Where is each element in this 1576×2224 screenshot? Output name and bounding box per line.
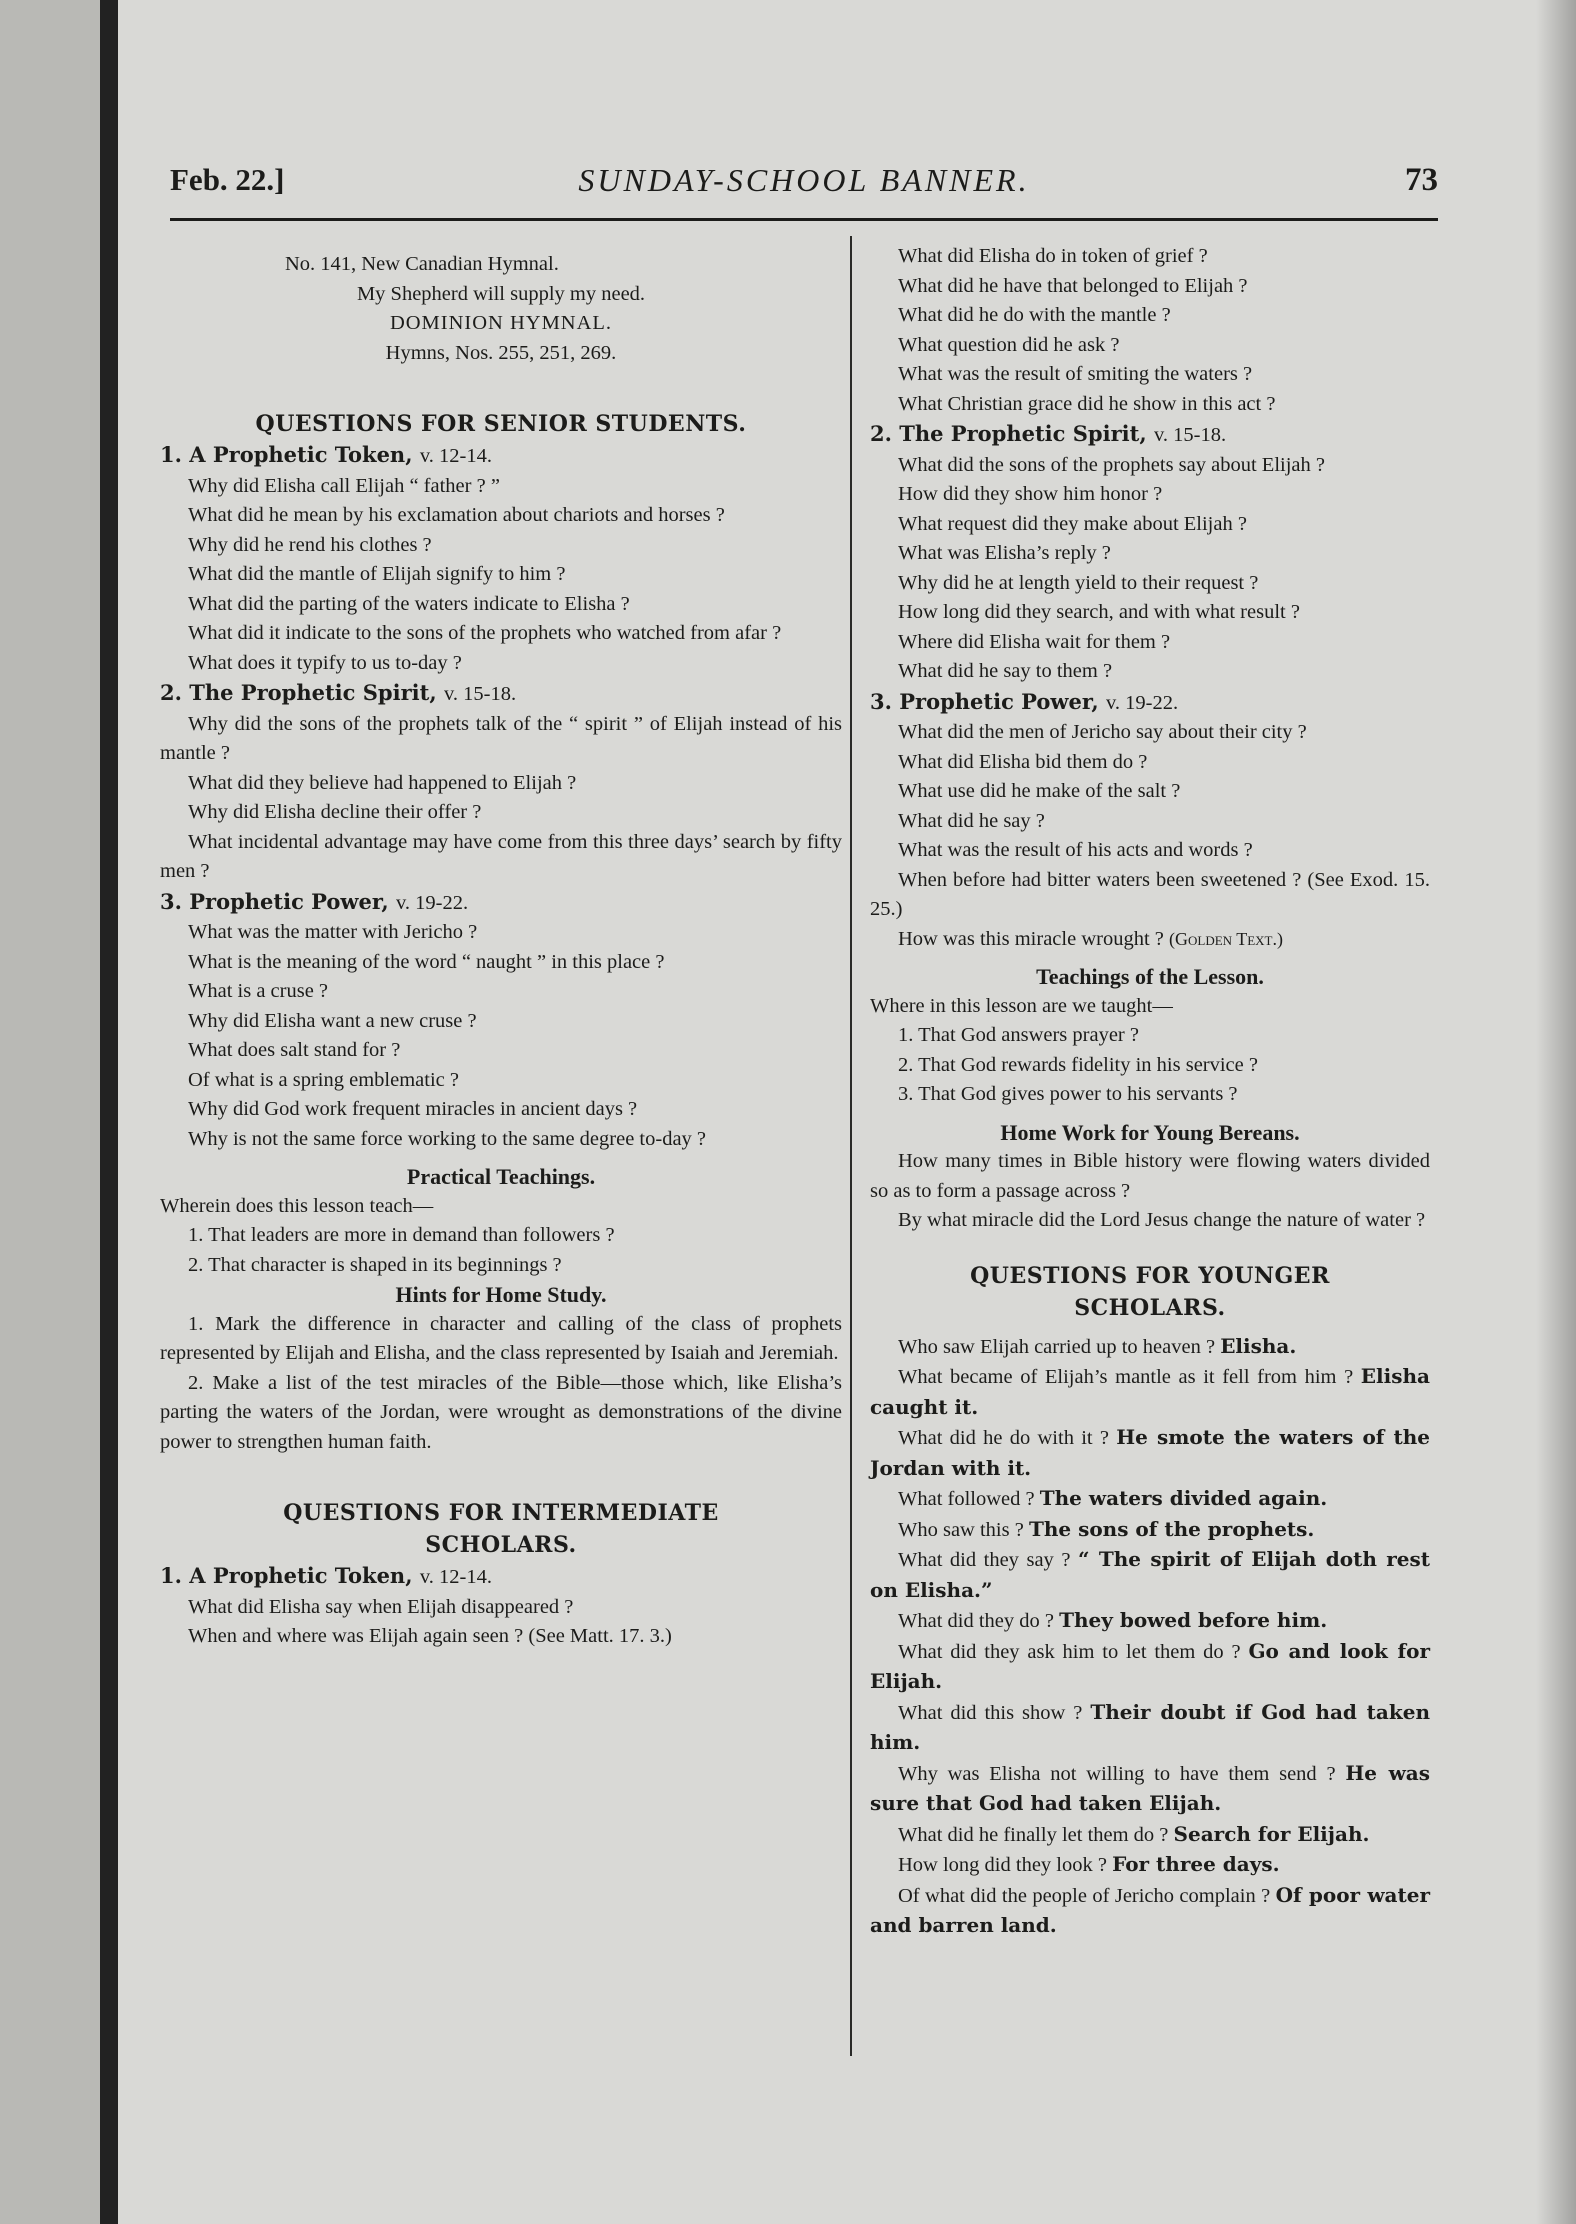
question: What does salt stand for ? bbox=[188, 1039, 401, 1061]
teachings-list bbox=[870, 1021, 1430, 1110]
question: Why did Elisha decline their offer ? bbox=[188, 801, 482, 823]
question: Why did he rend his clothes ? bbox=[188, 533, 432, 556]
homework-item: How many times in Bible history were flowing waters divided so as to form a passage across ? bbox=[870, 1150, 1430, 1202]
question: Why did he at length yield to their request ? bbox=[898, 571, 1259, 594]
question: What did he mean by his exclamation about chariots and horses ? bbox=[188, 504, 725, 526]
question: What was Elisha’s reply ? bbox=[898, 542, 1111, 564]
senior-s1-title: 1. A Prophetic Token, bbox=[160, 442, 413, 467]
question: How long did they search, and with what result ? bbox=[898, 601, 1300, 623]
question: Why did the sons of the prophets talk of the “ spirit ” of Elijah instead of his mantle ? bbox=[160, 712, 842, 764]
qa-item bbox=[870, 1545, 1430, 1606]
header-title: SUNDAY-SCHOOL BANNER. bbox=[578, 162, 1030, 198]
hints-heading: Hints for Home Study. bbox=[395, 1282, 607, 1307]
qa-question: Of what did the people of Jericho complain ? bbox=[898, 1884, 1271, 1907]
qa-answer: He was sure that God had taken Elijah. bbox=[870, 1760, 1430, 1815]
question: What request did they make about Elijah ? bbox=[898, 512, 1247, 535]
question: What use did he make of the salt ? bbox=[898, 780, 1181, 802]
qa-answer: The waters divided again. bbox=[1039, 1486, 1328, 1510]
qa-answer: Search for Elijah. bbox=[1173, 1821, 1370, 1846]
binding-gutter bbox=[100, 0, 118, 2224]
question: What did they believe had happened to Elijah ? bbox=[188, 771, 577, 794]
senior-s2-heading bbox=[160, 678, 842, 710]
inter-s2-heading bbox=[870, 419, 1430, 451]
younger-heading-2: SCHOLARS. bbox=[1074, 1294, 1226, 1321]
hints-list bbox=[160, 1310, 842, 1458]
question: What was the result of smiting the waters ? bbox=[898, 363, 1253, 385]
qa-question: What did they say ? bbox=[898, 1549, 1071, 1571]
qa-question: Who saw Elijah carried up to heaven ? bbox=[898, 1335, 1216, 1358]
question: What incidental advantage may have come from this three days’ search by fifty men ? bbox=[160, 830, 842, 882]
qa-answer: Go and look for Elijah. bbox=[870, 1638, 1430, 1693]
question: When before had bitter waters been sweetened ? (See Exod. 15. 25.) bbox=[870, 868, 1430, 920]
qa-item bbox=[870, 1759, 1430, 1820]
inter-s3-heading bbox=[870, 687, 1430, 719]
inter-s3-title: 3. Prophetic Power, bbox=[870, 688, 1099, 714]
hymn-line-1: No. 141, New Canadian Hymnal. bbox=[285, 253, 559, 275]
senior-heading: QUESTIONS FOR SENIOR STUDENTS. bbox=[255, 411, 747, 437]
qa-question: Who saw this ? bbox=[898, 1518, 1024, 1541]
question: What did the sons of the prophets say about Elijah ? bbox=[898, 453, 1325, 476]
inter-s3-questions bbox=[870, 718, 1430, 925]
inter-s3-last-question bbox=[870, 925, 1430, 955]
qa-question: What became of Elijah’s mantle as it fell from him ? bbox=[898, 1366, 1354, 1388]
senior-s3-ref: v. 19-22. bbox=[396, 891, 469, 914]
teaching-item: 2. That character is shaped in its beginnings ? bbox=[188, 1253, 562, 1276]
golden-text-ref: (Golden Text.) bbox=[1169, 928, 1283, 949]
qa-question: What did this show ? bbox=[898, 1701, 1083, 1724]
question: Why did Elisha want a new cruse ? bbox=[188, 1009, 477, 1032]
header-rule bbox=[170, 218, 1438, 221]
question: What did he say to them ? bbox=[898, 660, 1113, 682]
qa-question: Why was Elisha not willing to have them send ? bbox=[898, 1762, 1336, 1785]
qa-answer: Of poor water and barren land. bbox=[870, 1882, 1431, 1937]
column-divider bbox=[850, 236, 852, 2056]
question: Why is not the same force working to the same degree to-day ? bbox=[188, 1127, 707, 1150]
senior-s3-questions bbox=[160, 918, 842, 1154]
running-header bbox=[170, 162, 1438, 222]
younger-heading-1: QUESTIONS FOR YOUNGER bbox=[970, 1262, 1330, 1289]
teachings-intro: Where in this lesson are we taught— bbox=[870, 994, 1173, 1017]
question: Of what is a spring emblematic ? bbox=[188, 1068, 459, 1091]
question: What did Elisha say when Elijah disappeared ? bbox=[188, 1595, 574, 1618]
qa-item bbox=[870, 1850, 1430, 1881]
qa-answer: Elisha caught it. bbox=[870, 1364, 1430, 1419]
question: Where did Elisha wait for them ? bbox=[898, 630, 1171, 653]
senior-s2-questions bbox=[160, 710, 842, 887]
qa-question: What did they ask him to let them do ? bbox=[898, 1640, 1241, 1663]
qa-item bbox=[870, 1362, 1430, 1423]
question: What Christian grace did he show in this act ? bbox=[898, 392, 1276, 415]
right-column bbox=[870, 242, 1430, 1942]
hymn-line-2: My Shepherd will supply my need. bbox=[356, 282, 646, 305]
question: What question did he ask ? bbox=[898, 333, 1120, 356]
homework-item: By what miracle did the Lord Jesus change the nature of water ? bbox=[898, 1209, 1426, 1231]
inter-s3-last-text: How was this miracle wrought ? bbox=[898, 927, 1164, 950]
question: What did Elisha bid them do ? bbox=[898, 750, 1148, 773]
homework-list bbox=[870, 1147, 1430, 1236]
book-binding-edge bbox=[0, 0, 118, 2224]
homework-heading: Home Work for Young Bereans. bbox=[1000, 1119, 1300, 1145]
younger-qa-list bbox=[870, 1332, 1430, 1942]
senior-s2-title: 2. The Prophetic Spirit, bbox=[160, 680, 437, 705]
qa-answer: “ The spirit of Elijah doth rest on Elisha.” bbox=[870, 1547, 1430, 1602]
inter-s3-ref: v. 19-22. bbox=[1106, 691, 1179, 714]
header-date: Feb. 22.] bbox=[170, 162, 285, 197]
binding-shadow bbox=[0, 0, 100, 2224]
inter-s1-heading bbox=[160, 1561, 842, 1593]
practical-heading: Practical Teachings. bbox=[406, 1164, 596, 1189]
question: What was the result of his acts and words ? bbox=[898, 839, 1253, 861]
inter-s1-questions-cont bbox=[870, 242, 1430, 419]
qa-item bbox=[870, 1606, 1430, 1637]
qa-question: What did they do ? bbox=[898, 1610, 1054, 1632]
senior-s3-title: 3. Prophetic Power, bbox=[160, 888, 389, 914]
qa-item bbox=[870, 1515, 1430, 1546]
inter-s2-ref: v. 15-18. bbox=[1153, 424, 1227, 446]
teaching-item: 1. That God answers prayer ? bbox=[898, 1024, 1139, 1046]
question: What was the matter with Jericho ? bbox=[188, 921, 478, 943]
practical-list bbox=[160, 1221, 842, 1280]
teaching-item: 2. That God rewards fidelity in his service ? bbox=[898, 1053, 1258, 1076]
qa-item bbox=[870, 1637, 1430, 1698]
qa-question: What did he finally let them do ? bbox=[898, 1823, 1169, 1846]
senior-s2-ref: v. 15-18. bbox=[443, 683, 517, 705]
qa-item bbox=[870, 1423, 1430, 1484]
qa-answer: Their doubt if God had taken him. bbox=[870, 1699, 1430, 1754]
hymn-line-3: DOMINION HYMNAL. bbox=[389, 312, 613, 334]
page-number: 73 bbox=[1405, 162, 1438, 198]
question: Why did God work frequent miracles in ancient days ? bbox=[188, 1098, 638, 1120]
inter-s1-ref: v. 12-14. bbox=[419, 1566, 492, 1588]
teaching-item: 3. That God gives power to his servants ? bbox=[898, 1083, 1238, 1105]
practical-intro: Wherein does this lesson teach— bbox=[160, 1194, 434, 1217]
qa-item bbox=[870, 1820, 1430, 1851]
question: What did the parting of the waters indicate to Elisha ? bbox=[188, 592, 630, 615]
qa-answer: Elisha. bbox=[1220, 1333, 1297, 1358]
question: What is a cruse ? bbox=[188, 980, 329, 1002]
inter-s1-questions bbox=[160, 1593, 842, 1652]
question: What did the men of Jericho say about their city ? bbox=[898, 721, 1307, 743]
inter-s2-title: 2. The Prophetic Spirit, bbox=[870, 421, 1147, 446]
question: What is the meaning of the word “ naught ” in this place ? bbox=[188, 950, 665, 973]
inter-s2-questions bbox=[870, 451, 1430, 687]
question: What did he say ? bbox=[898, 809, 1045, 832]
qa-question: How long did they look ? bbox=[898, 1854, 1107, 1876]
question: What did Elisha do in token of grief ? bbox=[898, 245, 1208, 267]
hymn-line-4: Hymns, Nos. 255, 251, 269. bbox=[385, 341, 617, 364]
hint-item: 1. Mark the difference in character and calling of the class of prophets represented by Elijah and Elisha, and the class represented by Isaiah and Jeremiah. bbox=[160, 1312, 842, 1364]
qa-question: What followed ? bbox=[898, 1488, 1035, 1510]
qa-item bbox=[870, 1881, 1430, 1942]
teachings-heading: Teachings of the Lesson. bbox=[1036, 964, 1264, 989]
senior-s1-ref: v. 12-14. bbox=[419, 445, 492, 467]
question: What did the mantle of Elijah signify to him ? bbox=[188, 563, 566, 585]
question: How did they show him honor ? bbox=[898, 483, 1163, 505]
senior-s1-heading bbox=[160, 440, 842, 472]
qa-answer: They bowed before him. bbox=[1059, 1608, 1328, 1632]
qa-item bbox=[870, 1698, 1430, 1759]
question: What did he do with the mantle ? bbox=[898, 304, 1171, 326]
hint-item: 2. Make a list of the test miracles of the Bible—those which, like Elisha’s parting the waters of the Jordan, were wrought as demonstrations of the divine power to strengthen human faith. bbox=[160, 1371, 842, 1453]
qa-item bbox=[870, 1484, 1430, 1515]
teaching-item: 1. That leaders are more in demand than followers ? bbox=[188, 1224, 615, 1246]
question: Why did Elisha call Elijah “ father ? ” bbox=[188, 474, 500, 497]
left-column bbox=[160, 250, 842, 1652]
question: What did it indicate to the sons of the prophets who watched from afar ? bbox=[188, 622, 782, 644]
qa-answer: The sons of the prophets. bbox=[1028, 1516, 1315, 1541]
intermediate-heading-1: QUESTIONS FOR INTERMEDIATE bbox=[283, 1500, 719, 1526]
qa-answer: He smote the waters of the Jordan with it. bbox=[870, 1425, 1431, 1480]
inter-s1-title: 1. A Prophetic Token, bbox=[160, 1563, 413, 1588]
qa-answer: For three days. bbox=[1112, 1852, 1280, 1876]
intermediate-heading-2: SCHOLARS. bbox=[425, 1532, 577, 1558]
qa-question: What did he do with it ? bbox=[898, 1427, 1109, 1449]
question: What does it typify to us to-day ? bbox=[188, 651, 462, 674]
qa-item bbox=[870, 1332, 1430, 1363]
question: When and where was Elijah again seen ? (See Matt. 17. 3.) bbox=[188, 1625, 672, 1647]
senior-s3-heading bbox=[160, 887, 842, 919]
senior-s1-questions bbox=[160, 472, 842, 679]
question: What did he have that belonged to Elijah ? bbox=[898, 274, 1248, 297]
